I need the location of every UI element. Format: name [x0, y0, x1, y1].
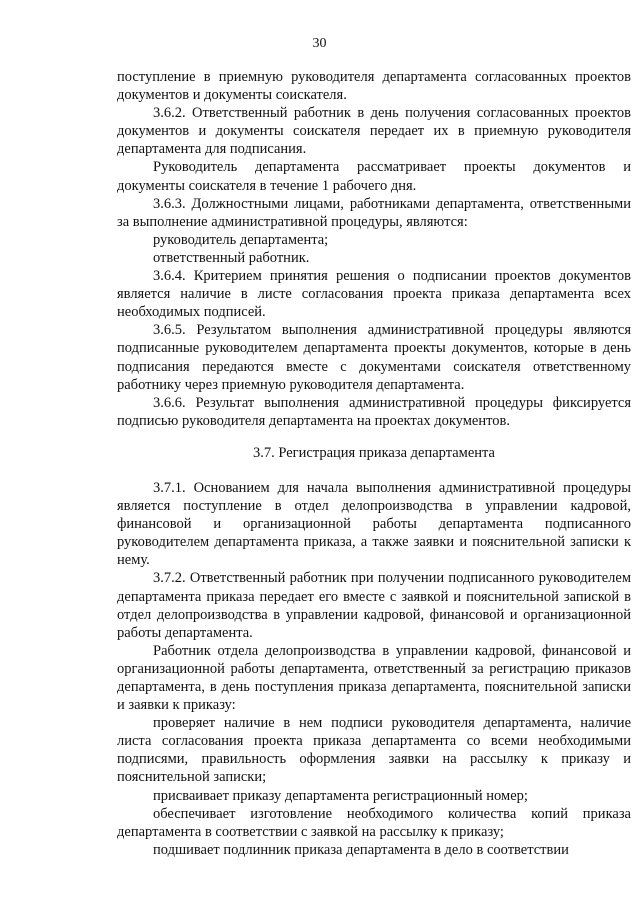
paragraph: поступление в приемную руководителя департамента согласованных проектов документов и документы соискателя.	[117, 69, 631, 104]
page-number: 30	[312, 36, 327, 51]
section-3-6-text	[117, 68, 631, 430]
paragraph: ответственный работник.	[153, 249, 310, 266]
paragraph: Руководитель департамента рассматривает проекты документов и документы соискателя в течение 1 рабочего дня.	[117, 159, 631, 194]
paragraph: 3.6.6. Результат выполнения административной процедуры фиксируется подписью руководителя департамента на проектах документов.	[117, 394, 631, 429]
paragraph: подшивает подлинник приказа департамента в дело в соответствии	[153, 841, 569, 858]
paragraph: 3.7.1. Основанием для начала выполнения административной процедуры является поступление в отдел делопроизводства в управлении кадровой, финансовой и организационной работы департамента подписанного руководителем департамента приказа, а также заявки и пояснительной записки к нему.	[117, 479, 631, 569]
section-3-7-text	[117, 479, 631, 859]
document-body	[117, 68, 631, 859]
paragraph: 3.7.2. Ответственный работник при получении подписанного руководителем департамента приказа передает его вместе с заявкой и пояснительной запиской в отдел делопроизводства в управлении кадровой, финансовой и организационной работы департамента.	[117, 570, 631, 641]
paragraph: 3.6.3. Должностными лицами, работниками департамента, ответственными за выполнение административной процедуры, являются:	[117, 195, 631, 230]
paragraph: 3.6.5. Результатом выполнения административной процедуры являются подписанные руководителем департамента проекты документов, которые в день подписания передаются вместе с документами соискателя ответственному работнику через приемную руководителя департамента.	[117, 322, 631, 393]
paragraph: присваивает приказу департамента регистрационный номер;	[153, 787, 528, 804]
paragraph: Работник отдела делопроизводства в управлении кадровой, финансовой и организационной работы департамента, ответственный за регистрацию приказов департамента, в день поступления приказа департамента, пояснительной записки и заявки к приказу:	[117, 642, 631, 714]
paragraph: обеспечивает изготовление необходимого количества копий приказа департамента в соответствии с заявкой на рассылку к приказу;	[117, 805, 631, 840]
paragraph: 3.6.4. Критерием принятия решения о подписании проектов документов является наличие в листе согласования проекта приказа департамента всех необходимых подписей.	[117, 268, 631, 321]
section-heading: 3.7. Регистрация приказа департамента	[253, 444, 495, 461]
paragraph: руководитель департамента;	[153, 231, 329, 248]
paragraph: 3.6.2. Ответственный работник в день получения согласованных проектов документов и документы соискателя передает их в приемную руководителя департамента для подписания.	[117, 105, 631, 158]
paragraph: проверяет наличие в нем подписи руководителя департамента, наличие листа согласования проекта приказа департамента со всеми необходимыми подписями, правильность оформления заявки на рассылку к приказу и пояснительной записки;	[117, 715, 631, 786]
